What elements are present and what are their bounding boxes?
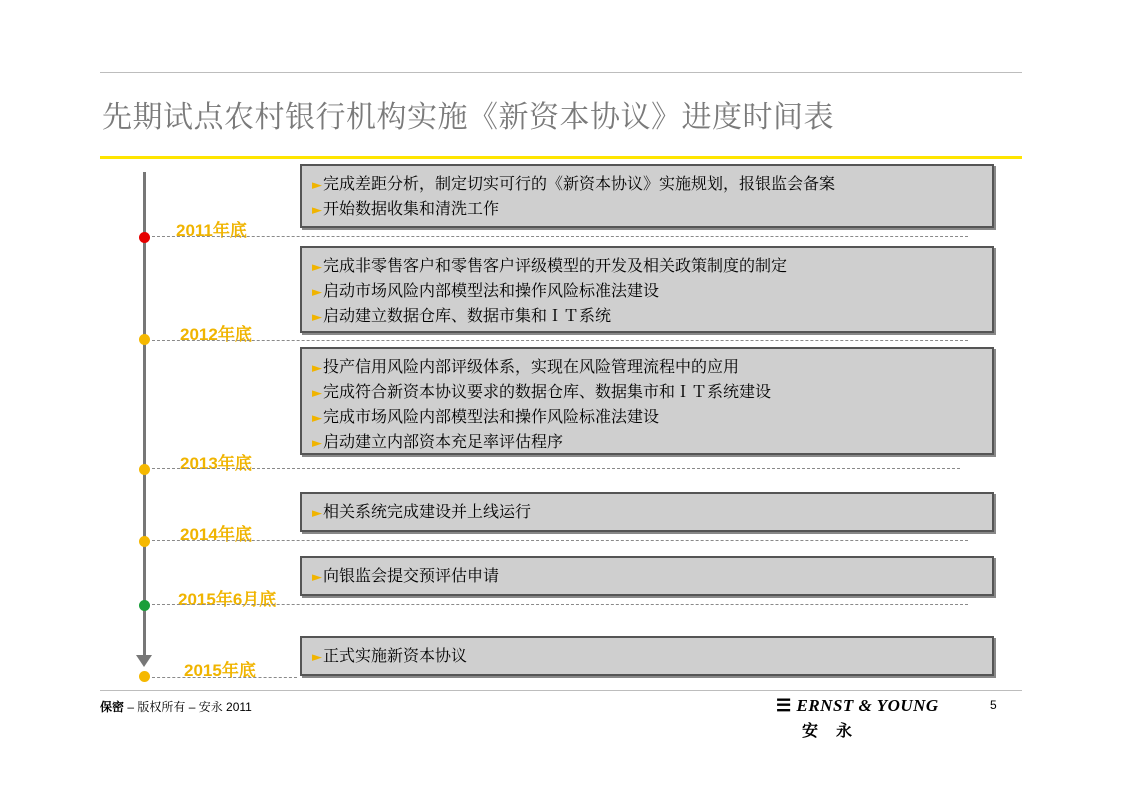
footer-copyright: 保密 – 版权所有 – 安永 2011 bbox=[100, 700, 252, 714]
milestone-box-2012 bbox=[300, 246, 994, 333]
logo-mark-icon: ☰ bbox=[776, 696, 792, 715]
milestone-dot-2013 bbox=[139, 464, 150, 475]
milestone-label-2013: 2013年底 bbox=[180, 454, 252, 473]
milestone-label-2011: 2011年底 bbox=[176, 221, 247, 240]
page-title: 先期试点农村银行机构实施《新资本协议》进度时间表 bbox=[102, 100, 834, 135]
milestone-item: ►完成市场风险内部模型法和操作风险标准法建设 bbox=[312, 407, 660, 426]
milestone-label-2015-06: 2015年6月底 bbox=[178, 590, 277, 609]
timeline-axis bbox=[143, 172, 146, 662]
milestone-divider bbox=[152, 540, 968, 541]
milestone-item: ►相关系统完成建设并上线运行 bbox=[312, 502, 532, 521]
milestone-dot-2015-06 bbox=[139, 600, 150, 611]
milestone-box-2015 bbox=[300, 636, 994, 676]
milestone-dot-2011 bbox=[139, 232, 150, 243]
milestone-item: ►开始数据收集和清洗工作 bbox=[312, 199, 500, 218]
milestone-box-2013 bbox=[300, 347, 994, 455]
milestone-item: ►完成非零售客户和零售客户评级模型的开发及相关政策制度的制定 bbox=[312, 256, 788, 275]
timeline-arrow-icon bbox=[136, 655, 152, 667]
milestone-box-2015-06 bbox=[300, 556, 994, 596]
footer-divider bbox=[100, 690, 1022, 691]
milestone-divider bbox=[152, 677, 297, 678]
milestone-item: ►投产信用风险内部评级体系，实现在风险管理流程中的应用 bbox=[312, 357, 740, 376]
milestone-item: ►正式实施新资本协议 bbox=[312, 646, 468, 665]
milestone-item: ►启动建立内部资本充足率评估程序 bbox=[312, 432, 564, 451]
milestone-label-2015: 2015年底 bbox=[184, 661, 256, 680]
milestone-dot-2015 bbox=[139, 671, 150, 682]
milestone-item: ►启动市场风险内部模型法和操作风险标准法建设 bbox=[312, 281, 660, 300]
milestone-box-2011 bbox=[300, 164, 994, 228]
milestone-divider bbox=[152, 236, 968, 237]
milestone-item: ►启动建立数据仓库、数据市集和ＩＴ系统 bbox=[312, 306, 612, 325]
milestone-label-2014: 2014年底 bbox=[180, 525, 252, 544]
milestone-item: ►完成符合新资本协议要求的数据仓库、数据集市和ＩＴ系统建设 bbox=[312, 382, 772, 401]
milestone-divider bbox=[152, 340, 968, 341]
milestone-item: ►向银监会提交预评估申请 bbox=[312, 566, 500, 585]
milestone-dot-2012 bbox=[139, 334, 150, 345]
milestone-label-2012: 2012年底 bbox=[180, 325, 252, 344]
milestone-box-2014 bbox=[300, 492, 994, 532]
milestone-divider bbox=[152, 604, 968, 605]
logo-chinese-name: 安永 bbox=[802, 721, 871, 740]
title-underline bbox=[100, 156, 1022, 159]
top-divider bbox=[100, 72, 1022, 73]
milestone-dot-2014 bbox=[139, 536, 150, 547]
ernst-young-logo: ☰ ERNST & YOUNG bbox=[776, 696, 939, 715]
milestone-divider bbox=[152, 468, 960, 469]
milestone-item: ►完成差距分析，制定切实可行的《新资本协议》实施规划，报银监会备案 bbox=[312, 174, 836, 193]
page-number: 5 bbox=[990, 698, 997, 712]
